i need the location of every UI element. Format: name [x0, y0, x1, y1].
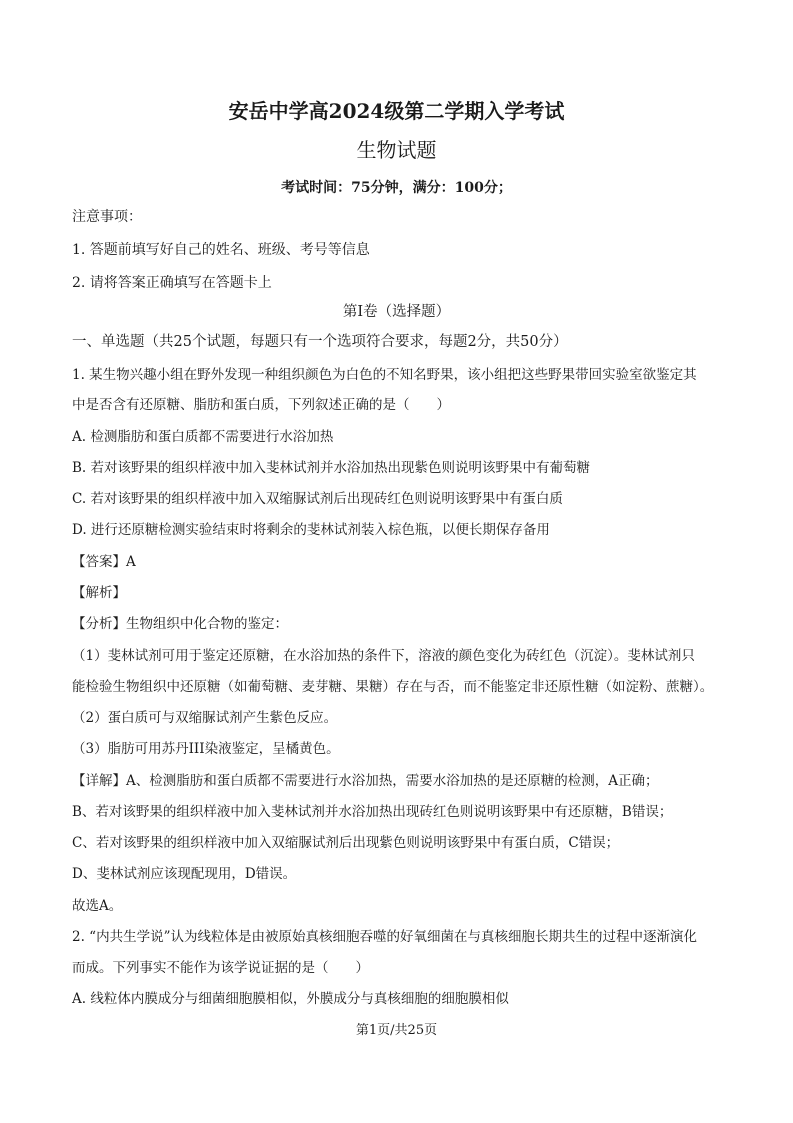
exam-info: 考试时间：75分钟，满分：100分；	[281, 180, 512, 196]
section-title: 一、单选题（共25个试题，每题只有一个选项符合要求，每题2分，共50分）	[72, 334, 568, 350]
question-1-option-d: D. 进行还原糖检测实验结束时将剩余的斐林试剂装入棕色瓶，以便长期保存备用	[72, 522, 550, 538]
analysis-line: 【详解】A、检测脂肪和蛋白质都不需要进行水浴加热，需要水浴加热的是还原糖的检测，A正确；	[72, 773, 659, 789]
analysis-line: 能检验生物组织中还原糖（如葡萄糖、麦芽糖、果糖）存在与否，而不能鉴定非还原性糖（如淀粉、蔗糖）。	[72, 679, 714, 695]
notice-label: 注意事项：	[72, 209, 142, 225]
question-2-option-a: A. 线粒体内膜成分与细菌细胞膜相似，外膜成分与真核细胞的细胞膜相似	[72, 991, 509, 1007]
question-2-stem: 而成。下列事实不能作为该学说证据的是（ ）	[72, 960, 369, 976]
analysis-label: 【解析】	[72, 585, 126, 601]
analysis-line: B、若对该野果的组织样液中加入斐林试剂并水浴加热出现砖红色则说明该野果中有还原糖，B错误；	[72, 804, 673, 820]
page-footer: 第1页/共25页	[355, 1023, 438, 1038]
volume-title: 第I卷（选择题）	[342, 304, 451, 320]
exam-title: 安岳中学高2024级第二学期入学考试	[228, 99, 565, 123]
question-1-option-b: B. 若对该野果的组织样液中加入斐林试剂并水浴加热出现紫色则说明该野果中有葡萄糖	[72, 460, 591, 476]
analysis-line: C、若对该野果的组织样液中加入双缩脲试剂后出现紫色则说明该野果中有蛋白质，C错误；	[72, 835, 620, 851]
question-1-option-c: C. 若对该野果的组织样液中加入双缩脲试剂后出现砖红色则说明该野果中有蛋白质	[72, 491, 563, 507]
analysis-line: 【分析】生物组织中化合物的鉴定：	[72, 616, 288, 632]
analysis-line: 故选A。	[72, 898, 123, 914]
question-1-option-a: A. 检测脂肪和蛋白质都不需要进行水浴加热	[72, 429, 334, 445]
subject-title: 生物试题	[356, 138, 437, 162]
analysis-line: （1）斐林试剂可用于鉴定还原糖，在水浴加热的条件下，溶液的颜色变化为砖红色（沉淀）。斐林试剂只	[72, 648, 695, 664]
analysis-line: （3）脂肪可用苏丹III染液鉴定，呈橘黄色。	[72, 741, 340, 757]
analysis-line: D、斐林试剂应该现配现用，D错误。	[72, 866, 297, 882]
notice-item: 2. 请将答案正确填写在答题卡上	[72, 275, 272, 291]
answer-label: 【答案】A	[72, 554, 136, 570]
question-2-stem: 2. “内共生学说”认为线粒体是由被原始真核细胞吞噬的好氧细菌在与真核细胞长期共生的过程中逐渐演化	[72, 929, 697, 945]
notice-item: 1. 答题前填写好自己的姓名、班级、考号等信息	[72, 242, 370, 258]
analysis-line: （2）蛋白质可与双缩脲试剂产生紫色反应。	[72, 710, 338, 726]
question-1-stem: 中是否含有还原糖、脂肪和蛋白质，下列叙述正确的是（ ）	[72, 397, 450, 413]
question-1-stem: 1. 某生物兴趣小组在野外发现一种组织颜色为白色的不知名野果，该小组把这些野果带回实验室欲鉴定其	[72, 367, 697, 383]
